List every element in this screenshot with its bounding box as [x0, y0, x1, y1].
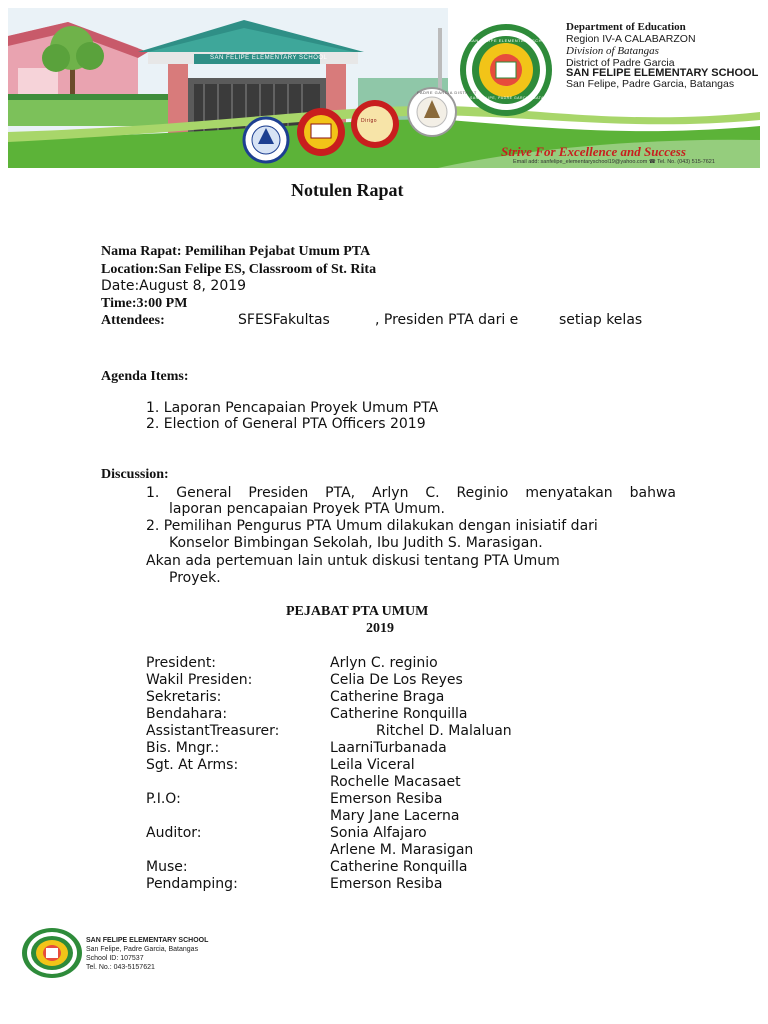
officer-role: Bis. Mngr.: — [146, 740, 220, 756]
district-seal-label: PADRE GARCIA DISTRICT — [417, 90, 477, 95]
officer-role: AssistantTreasurer: — [146, 723, 280, 739]
header-contact: Email add: sanfelipe_elementaryschool19@yahoo.com ☎ Tel. No. (043) 515-7621 — [513, 159, 715, 165]
officer-name: Catherine Ronquilla — [330, 859, 468, 875]
discussion-note-line-2: Proyek. — [169, 570, 221, 586]
page-title: Notulen Rapat — [291, 180, 404, 200]
district-seal-icon — [408, 88, 456, 136]
attendees-faculty: SFESFakultas — [238, 312, 330, 328]
seal-bottom-label: SAN FELIPE, PADRE GARCIA, BATANGAS — [470, 96, 556, 100]
officer-name: Arlene M. Marasigan — [330, 842, 474, 858]
officers-year: 2019 — [366, 621, 394, 636]
footer-tel: Tel. No.: 043-5157621 — [86, 964, 155, 971]
attendees-label: Attendees: — [101, 313, 165, 328]
officer-name: Arlyn C. reginio — [330, 655, 438, 671]
meeting-date: Date:August 8, 2019 — [101, 278, 247, 294]
header-address: San Felipe, Padre Garcia, Batangas — [566, 78, 735, 90]
officer-name: Leila Viceral — [330, 757, 415, 773]
header-department: Department of Education — [566, 21, 686, 33]
agenda-item: 1. Laporan Pencapaian Proyek Umum PTA — [146, 400, 439, 416]
header-district: District of Padre Garcia — [566, 57, 675, 69]
officer-role: Pendamping: — [146, 876, 238, 892]
discussion-item-2-line-2: Konselor Bimbingan Sekolah, Ibu Judith S. Marasigan. — [169, 535, 543, 551]
building-sign: SAN FELIPE ELEMENTARY SCHOOL — [210, 55, 328, 61]
attendees-pta-president: , Presiden PTA dari e — [375, 312, 519, 328]
officer-role: Sgt. At Arms: — [146, 757, 239, 773]
footer-school-name: SAN FELIPE ELEMENTARY SCHOOL — [86, 937, 209, 944]
officer-name: Emerson Resiba — [330, 876, 443, 892]
school-crest-icon — [297, 108, 345, 156]
footer-school-id: School ID: 107537 — [86, 955, 144, 962]
meeting-time: Time:3:00 PM — [101, 296, 188, 311]
officer-name: Catherine Ronquilla — [330, 706, 468, 722]
officer-role: Bendahara: — [146, 706, 228, 722]
officer-name: Sonia Alfajaro — [330, 825, 427, 841]
discussion-item-1-line-1: 1. General Presiden PTA, Arlyn C. Reginio menyatakan bahwa — [146, 485, 676, 501]
dirigo-seal-icon — [351, 100, 399, 148]
header-school-name: SAN FELIPE ELEMENTARY SCHOOL — [566, 67, 759, 79]
officer-role: President: — [146, 655, 217, 671]
footer-address: San Felipe, Padre Garcia, Batangas — [86, 946, 199, 953]
seal-ring-label: SAN FELIPE ELEMENTARY SCHOOL — [469, 38, 552, 43]
header-motto: Strive For Excellence and Success — [501, 144, 686, 159]
officer-name: Catherine Braga — [330, 689, 445, 705]
officer-name: Rochelle Macasaet — [330, 774, 461, 790]
officer-role: Muse: — [146, 859, 188, 875]
agenda-item: 2. Election of General PTA Officers 2019 — [146, 416, 426, 432]
deped-seal-icon — [244, 118, 288, 162]
officer-role: Auditor: — [146, 825, 202, 841]
meeting-name: Nama Rapat: Pemilihan Pejabat Umum PTA — [101, 244, 371, 259]
attendees-every-class: setiap kelas — [559, 312, 643, 328]
header-banner — [8, 8, 760, 168]
discussion-note-line-1: Akan ada pertemuan lain untuk diskusi tentang PTA Umum — [146, 553, 560, 569]
officer-role: Sekretaris: — [146, 689, 222, 705]
dirigo-label: Dirigo — [361, 118, 378, 124]
header-region: Region IV-A CALABARZON — [566, 33, 696, 45]
footer-school-seal-icon — [21, 927, 83, 979]
officers-heading: PEJABAT PTA UMUM — [286, 604, 429, 619]
officer-name: LaarniTurbanada — [330, 740, 447, 756]
officer-role: P.I.O: — [146, 791, 181, 807]
header-division: Division of Batangas — [566, 45, 659, 57]
officer-role: Wakil Presiden: — [146, 672, 253, 688]
officer-name: Mary Jane Lacerna — [330, 808, 460, 824]
officer-name: Emerson Resiba — [330, 791, 443, 807]
discussion-item-2-line-1: 2. Pemilihan Pengurus PTA Umum dilakukan dengan inisiatif dari — [146, 518, 598, 534]
discussion-item-1-line-2: laporan pencapaian Proyek PTA Umum. — [169, 501, 445, 517]
discussion-heading: Discussion: — [101, 467, 169, 482]
meeting-location: Location:San Felipe ES, Classroom of St. Rita — [101, 262, 377, 277]
officer-name: Ritchel D. Malaluan — [376, 723, 512, 739]
officer-name: Celia De Los Reyes — [330, 672, 463, 688]
agenda-heading: Agenda Items: — [101, 369, 189, 384]
